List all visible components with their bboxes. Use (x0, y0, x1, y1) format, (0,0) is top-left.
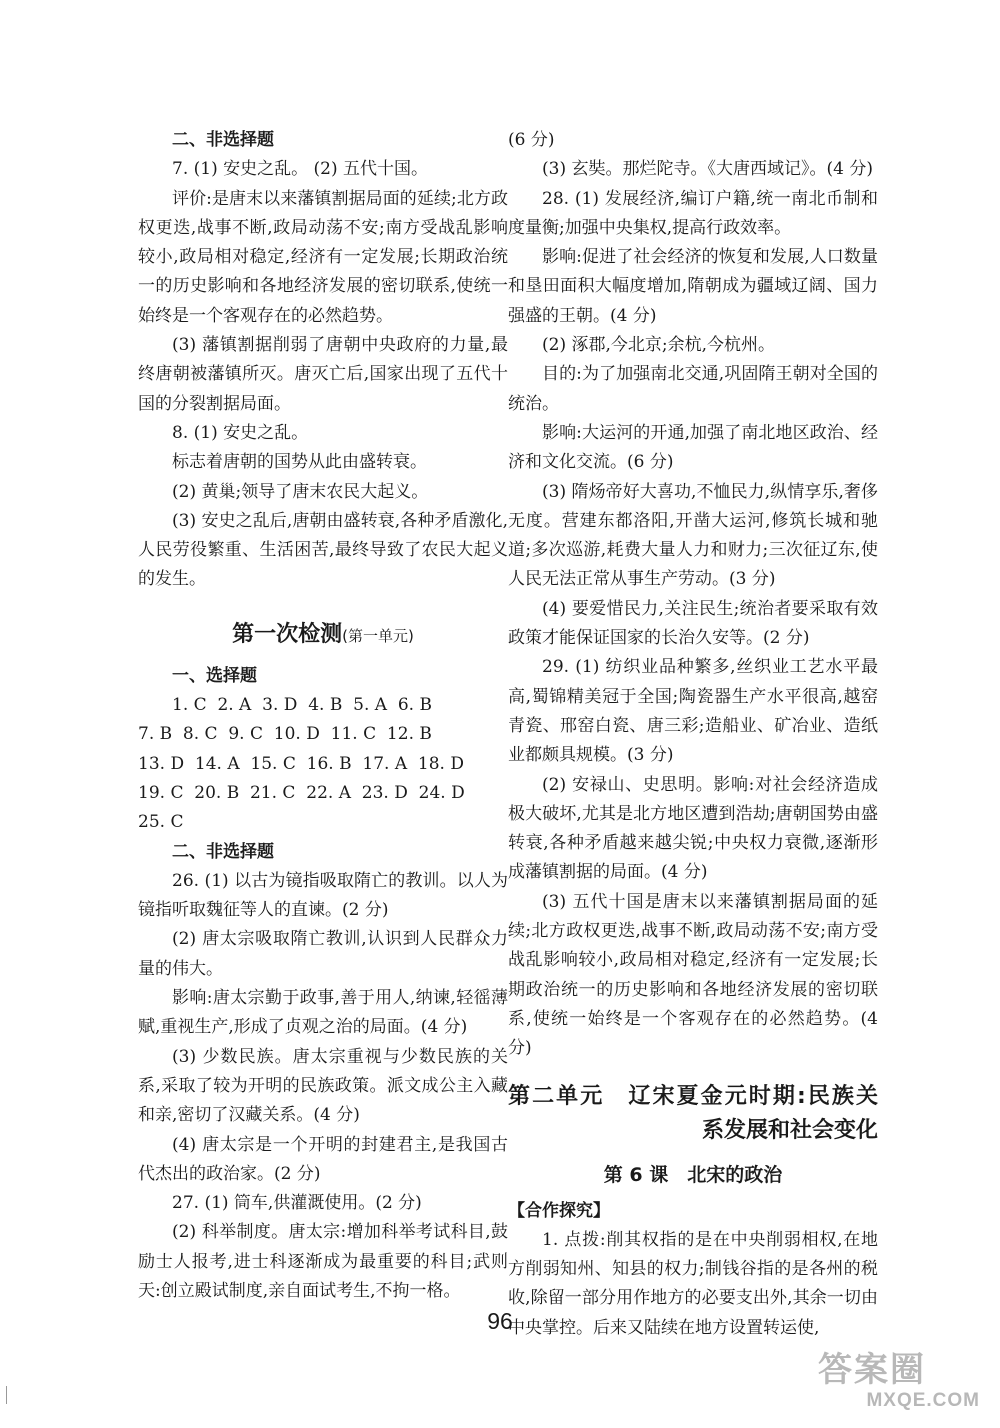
choice-answers-row-1: 1. C 2. A 3. D 4. B 5. A 6. B (172, 695, 432, 716)
answer-point-1: 1. 点拨:削其权指的是在中央削弱相权,在地方削弱知州、知县的权力;制钱谷指的是各州的税收,除留一部分用作地方的必要支出外,其余一切由中央掌控。后来又陆续在地方设置转运使, (508, 1229, 878, 1338)
scan-edge-mark (6, 1386, 7, 1404)
answer-q7-1: 7. (1) 安史之乱。 (2) 五代十国。 (172, 159, 428, 180)
watermark-logo (818, 1350, 988, 1420)
answer-q29-2: (2) 安禄山、史思明。影响:对社会经济造成极大破坏,尤其是北方地区遭到浩劫;唐朝国势由盛转衰,各种矛盾越来越尖锐;中央权力衰微,逐渐形成藩镇割据的局面。(4 分) (508, 774, 878, 883)
answer-q28-1: 28. (1) 发展经济,编订户籍,统一南北币制和度量衡;加强中央集权,提高行政效率。 (508, 188, 878, 238)
unit-title (508, 1080, 878, 1148)
answer-q8-1: 8. (1) 安史之乱。 (172, 422, 309, 443)
test-title-main: 第一次检测 (232, 621, 343, 647)
answer-q29-1: 29. (1) 纺织业品种繁多,丝织业工艺水平最高,蜀锦精美冠于全国;陶瓷器生产水平很高,越窑青瓷、邢窑白瓷、唐三彩;造船业、矿冶业、造纸业都颇具规模。(3 分) (508, 657, 878, 766)
choice-answers-row-3: 13. D 14. A 15. C 16. B 17. A 18. D (138, 753, 464, 774)
choice-answers-row-4: 19. C 20. B 21. C 22. A 23. D 24. D (138, 782, 465, 803)
lesson-title: 第 6 课 北宋的政治 (603, 1163, 783, 1186)
choice-answers-row-5: 25. C (138, 812, 184, 833)
cooperative-inquiry-tag: 【合作探究】 (508, 1200, 610, 1221)
section-heading-nonchoice-2: 二、非选择题 (172, 841, 274, 862)
left-column (138, 126, 508, 1306)
answer-q28-4: (4) 要爱惜民力,关注民生;统治者要采取有效政策才能保证国家的长治久安等。(2 分) (508, 598, 878, 649)
answer-q27-2-continued: (6 分) (508, 130, 555, 150)
answer-q28-goal: 目的:为了加强南北交通,巩固隋王朝对全国的统治。 (508, 364, 878, 414)
answer-q27-2: (2) 科举制度。唐太宗:增加科举考试科目,鼓励士人报考,进士科逐渐成为最重要的科目;武则天:创立殿试制度,亲自面试考生,不拘一格。 (138, 1222, 508, 1301)
unit-title-line-1: 第二单元 辽宋夏金元时期:民族关 (508, 1083, 878, 1109)
right-column (508, 126, 878, 1343)
answer-q28-effect-2: 影响:大运河的开通,加强了南北地区政治、经济和文化交流。(6 分) (508, 422, 878, 473)
page-number: 96 (487, 1308, 513, 1334)
answer-q28-2: (2) 涿郡,今北京;余杭,今杭州。 (542, 335, 776, 356)
unit-title-line-2: 系发展和社会变化 (701, 1117, 878, 1143)
test-title-sub: (第一单元) (342, 626, 414, 645)
section-heading-nonchoice: 二、非选择题 (172, 130, 274, 150)
answer-q27-1: 27. (1) 筒车,供灌溉使用。(2 分) (172, 1193, 422, 1214)
answer-q27-3: (3) 玄奘。那烂陀寺。《大唐西域记》。(4 分) (542, 159, 873, 180)
answer-q26-4: (4) 唐太宗是一个开明的封建君主,是我国古代杰出的政治家。(2 分) (138, 1134, 508, 1184)
answer-q29-3: (3) 五代十国是唐末以来藩镇割据局面的延续;北方政权更迭,战事不断,政局动荡不安;南方受战乱影响较小,政局相对稳定,经济有一定发展;长期政治统一的历史影响和各地经济发展的密切联系,使统一始终是一个客观存在的必然趋势。(4 分) (508, 891, 878, 1059)
watermark-url: MXQE.COM (866, 1390, 980, 1411)
watermark-logo-text: 答案圈 (818, 1351, 926, 1389)
answer-q26-2: (2) 唐太宗吸取隋亡教训,认识到人民群众力量的伟大。 (138, 929, 508, 979)
test-title (138, 617, 508, 648)
answer-q28-3: (3) 隋炀帝好大喜功,不恤民力,纵情享乐,奢侈无度。营建东都洛阳,开凿大运河,修筑长城和驰道;多次巡游,耗费大量人力和财力;三次征辽东,使人民无法正常从事生产劳动。(3 分) (508, 481, 878, 590)
answer-q26-3: (3) 少数民族。唐太宗重视与少数民族的关系,采取了较为开明的民族政策。派文成公主入藏和亲,密切了汉藏关系。(4 分) (138, 1046, 508, 1126)
answer-q7-3: (3) 藩镇割据削弱了唐朝中央政府的力量,最终唐朝被藩镇所灭。唐灭亡后,国家出现了五代十国的分裂割据局面。 (138, 335, 508, 414)
answer-q26-1: 26. (1) 以古为镜指吸取隋亡的教训。以人为镜指听取魏征等人的直谏。(2 分) (138, 870, 508, 921)
section-heading-choice: 一、选择题 (172, 665, 257, 686)
answer-q8-mark: 标志着唐朝的国势从此由盛转衰。 (172, 452, 427, 473)
answer-q7-evaluation: 评价:是唐末以来藩镇割据局面的延续;北方政权更迭,战事不断,政局动荡不安;南方受战乱影响较小,政局相对稳定,经济有一定发展;长期政治统一的历史影响和各地经济发展的密切联系,使统一始终是一个客观存在的必然趋势。 (138, 188, 508, 326)
answer-q26-effect: 影响:唐太宗勤于政事,善于用人,纳谏,轻徭薄赋,重视生产,形成了贞观之治的局面。(4 分) (138, 988, 508, 1038)
choice-answers-row-2: 7. B 8. C 9. C 10. D 11. C 12. B (138, 724, 432, 745)
answer-q8-2: (2) 黄巢;领导了唐末农民大起义。 (172, 481, 429, 502)
answer-q8-3: (3) 安史之乱后,唐朝由盛转衰,各种矛盾激化,人民劳役繁重、生活困苦,最终导致了农民大起义的发生。 (138, 510, 508, 590)
answer-q28-effect: 影响:促进了社会经济的恢复和发展,人口数量和垦田面积大幅度增加,隋朝成为疆域辽阔、国力强盛的王朝。(4 分) (508, 247, 878, 326)
